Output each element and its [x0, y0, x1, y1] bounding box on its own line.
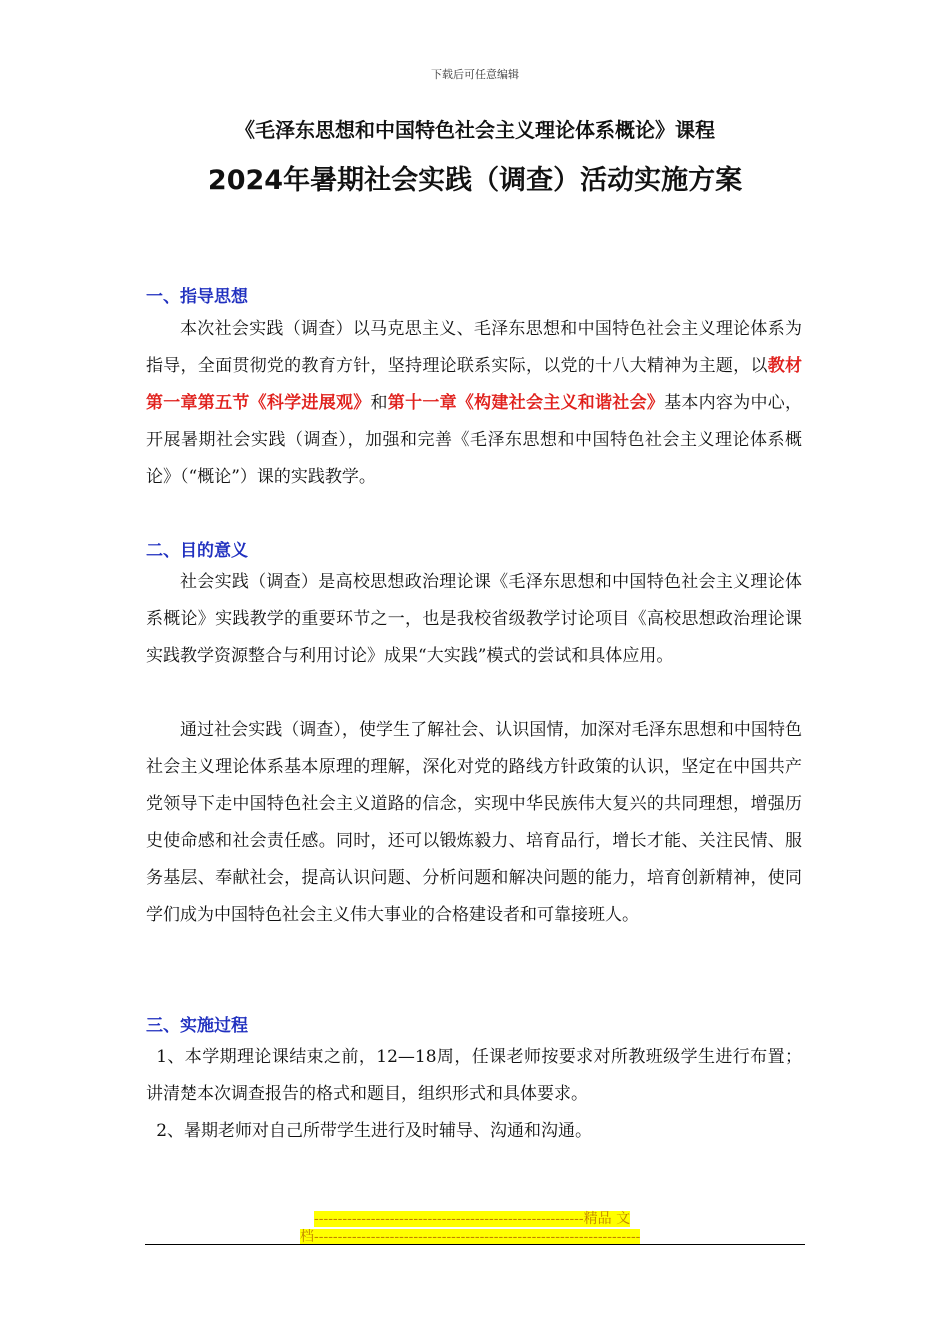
footer-line-2: 档--------------------------------------------------------------------- — [300, 1229, 641, 1245]
course-title: 《毛泽东思想和中国特色社会主义理论体系概论》课程 — [235, 118, 715, 142]
document-title: 2024年暑期社会实践（调查）活动实施方案 — [207, 165, 743, 196]
section-heading-guiding-thought: 一、指导思想 — [146, 287, 248, 307]
section-heading-purpose: 二、目的意义 — [146, 541, 248, 561]
highlight-chapter-1: 教材第一章第五节《科学进展观》 — [146, 356, 803, 413]
implementation-item-1: 1、本学期理论课结束之前，12—18周，任课老师按要求对所教班级学生进行布置；讲清楚本次调查报告的格式和题目，组织形式和具体要求。 — [146, 1047, 802, 1104]
section-1-text-b: 和 — [370, 393, 388, 413]
section-1-paragraph — [146, 311, 802, 496]
section-1-text-c: 基本内容为中心，开展暑期社会实践（调查），加强和完善《毛泽东思想和中国特色社会主义理论体系概论》（“概论”）课的实践教学。 — [146, 393, 803, 487]
footer-watermark — [300, 1210, 650, 1246]
footer-rule — [145, 1244, 805, 1245]
implementation-item-2: 2、暑期老师对自己所带学生进行及时辅导、沟通和沟通。 — [156, 1121, 593, 1141]
section-1-text-a: 本次社会实践（调查）以马克思主义、毛泽东思想和中国特色社会主义理论体系为指导，全面贯彻党的教育方针，坚持理论联系实际，以党的十八大精神为主题，以 — [146, 319, 802, 376]
highlight-chapter-11: 第十一章《构建社会主义和谐社会》 — [387, 393, 665, 413]
section-heading-implementation: 三、实施过程 — [146, 1016, 248, 1036]
section-2-paragraph-2: 通过社会实践（调查），使学生了解社会、认识国情，加深对毛泽东思想和中国特色社会主义理论体系基本原理的理解，深化对党的路线方针政策的认识，坚定在中国共产党领导下走中国特色社会主义道路的信念，实现中华民族伟大复兴的共同理想，增强历史使命感和社会责任感。同时，还可以锻炼毅力、培育品行，增长才能、关注民情、服务基层、奉献社会，提高认识问题、分析问题和解决问题的能力，培育创新精神，使同学们成为中国特色社会主义伟大事业的合格建设者和可靠接班人。 — [146, 720, 802, 925]
footer-line-1: ---------------------------------------------------------精品 文 — [314, 1211, 631, 1227]
header-note: 下载后可任意编辑 — [431, 68, 519, 81]
section-2-paragraph-1: 社会实践（调查）是高校思想政治理论课《毛泽东思想和中国特色社会主义理论体系概论》实践教学的重要环节之一，也是我校省级教学讨论项目《高校思想政治理论课实践教学资源整合与利用讨论》成果“大实践”模式的尝试和具体应用。 — [146, 572, 802, 666]
